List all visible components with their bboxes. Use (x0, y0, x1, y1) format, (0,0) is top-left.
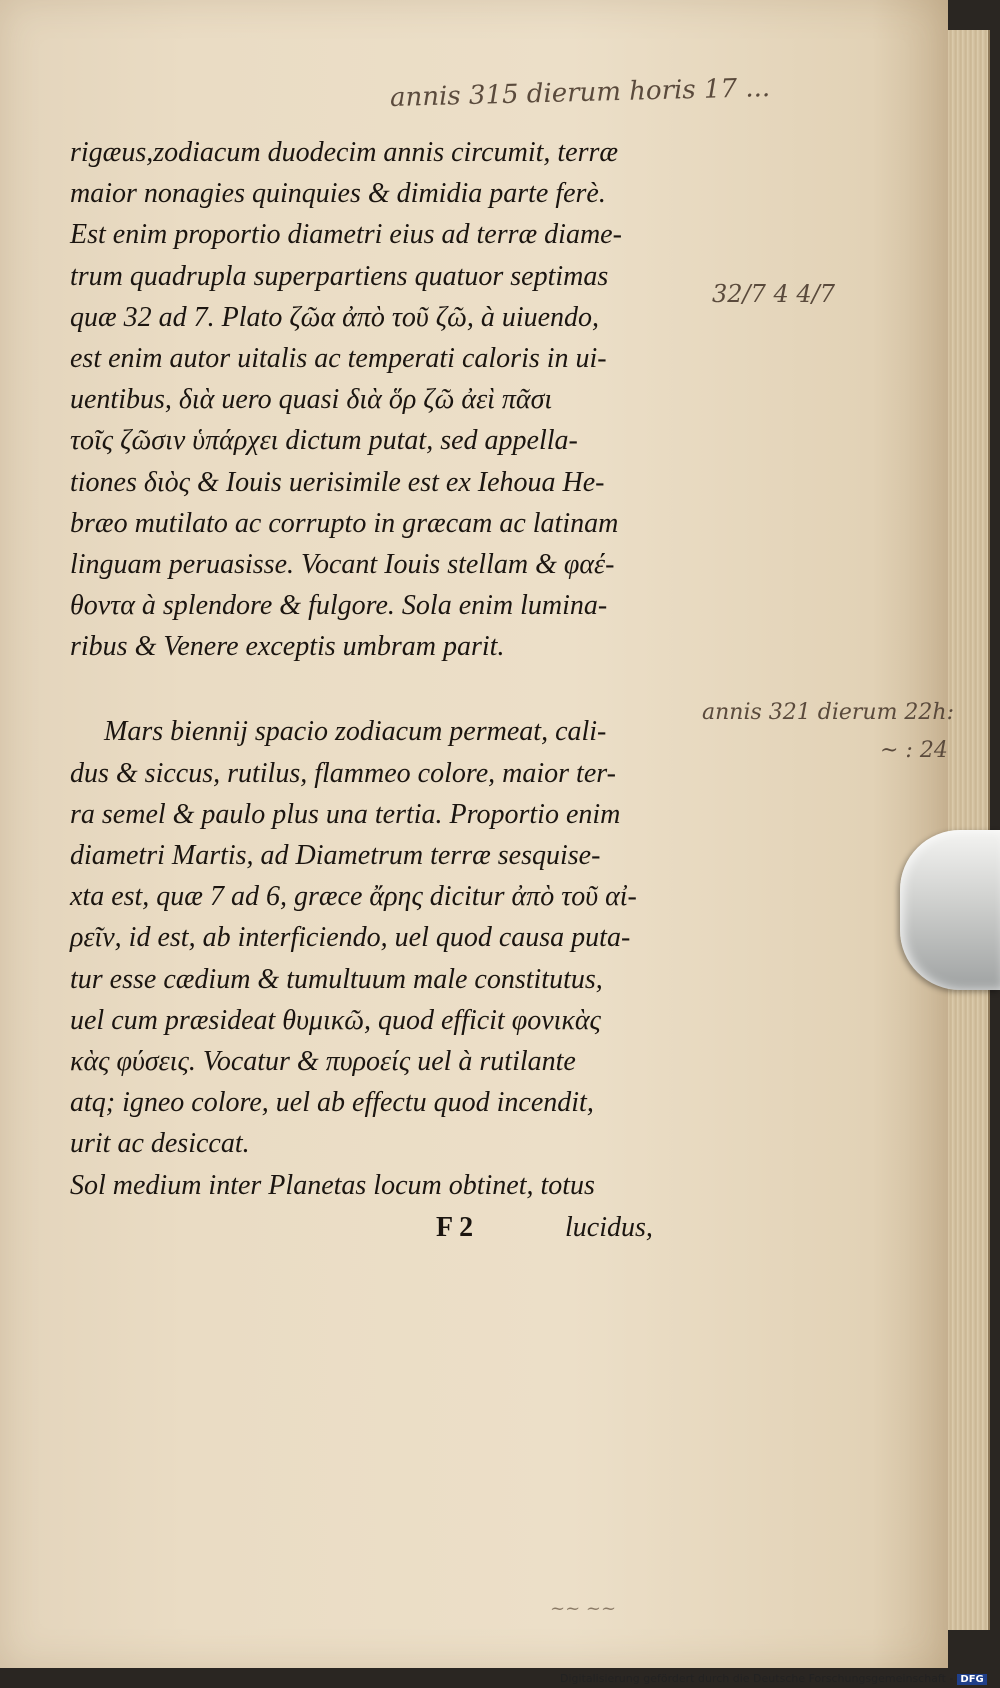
text-line: uel cum præsideat θυμικῶ, quod efficit φονικὰς (70, 1004, 601, 1036)
text-line: ribus & Venere exceptis umbram parit. (70, 631, 505, 663)
text-line: bræo mutilato ac corrupto in græcam ac latinam (70, 507, 619, 539)
text-line: est enim autor uitalis ac temperati caloris in ui- (70, 342, 607, 374)
text-line: rigæus,zodiacum duodecim annis circumit, terræ (70, 137, 619, 168)
text-line: atq; igneo colore, uel ab effectu quod incendit, (70, 1087, 594, 1119)
handwritten-note-top: annis 315 dierum horis 17 ... (389, 73, 771, 113)
handwritten-note-mars-2: ~ : 24 (880, 738, 948, 763)
signature-mark: F 2 (436, 1212, 474, 1243)
handwritten-note-fraction: 32/7 4 4/7 (712, 280, 836, 308)
handwritten-note-mars: annis 321 dierum 22h: (702, 700, 955, 725)
main-text (70, 132, 710, 1206)
text-line: dus & siccus, rutilus, flammeo colore, maior ter- (70, 757, 616, 789)
text-line: Mars biennij spacio zodiacum permeat, cali- (104, 716, 607, 748)
text-line: tiones διὸς & Iouis uerisimile est ex Iehoua He- (70, 466, 605, 498)
text-line: trum quadrupla superpartiens quatuor septimas (70, 260, 609, 292)
text-line: Est enim proportio diametri eius ad terræ diame- (70, 219, 622, 251)
text-line: Sol medium inter Planetas locum obtinet, totus (70, 1169, 595, 1201)
text-line: quæ 32 ad 7. Plato ζῶα ἀπὸ τοῦ ζῶ, à uiuendo, (70, 301, 600, 333)
text-line: uentibus, διὰ uero quasi διὰ ὅρ ζῶ ἀεὶ πᾶσι (70, 384, 553, 416)
text-line: κὰς φύσεις. Vocatur & πυροείς uel à rutilante (70, 1045, 576, 1077)
footer-text: Digitalisierung gefördert durch die Deutsche Forschungsgemeinschaft - (560, 1672, 954, 1685)
text-line: θοντα à splendore & fulgore. Sola enim lumina- (70, 590, 608, 622)
text-line: maior nonagies quinquies & dimidia parte ferè. (70, 178, 606, 210)
text-line: linguam peruasisse. Vocant Iouis stellam & φαέ- (70, 548, 615, 580)
text-line: urit ac desiccat. (70, 1128, 250, 1160)
handwritten-note-bottom: ~~ ~~ (550, 1598, 617, 1619)
page-clip (900, 830, 1000, 990)
text-line: xta est, quæ 7 ad 6, græce ἄρης dicitur ἀπὸ τοῦ αἰ- (70, 881, 637, 913)
catchword: lucidus, (565, 1212, 653, 1243)
dfg-logo: DFG (957, 1674, 986, 1685)
text-line: ρεῖν, id est, ab interficiendo, uel quod causa puta- (70, 922, 631, 954)
text-line: tur esse cædium & tumultuum male constitutus, (70, 963, 603, 995)
text-line: ra semel & paulo plus una tertia. Proportio enim (70, 798, 621, 830)
digitization-footer (560, 1672, 987, 1685)
text-line: diametri Martis, ad Diametrum terræ sesquise- (70, 840, 601, 871)
text-line: τοῖς ζῶσιν ὑπάρχει dictum putat, sed appella- (70, 425, 578, 457)
paragraph-gap (70, 667, 710, 711)
